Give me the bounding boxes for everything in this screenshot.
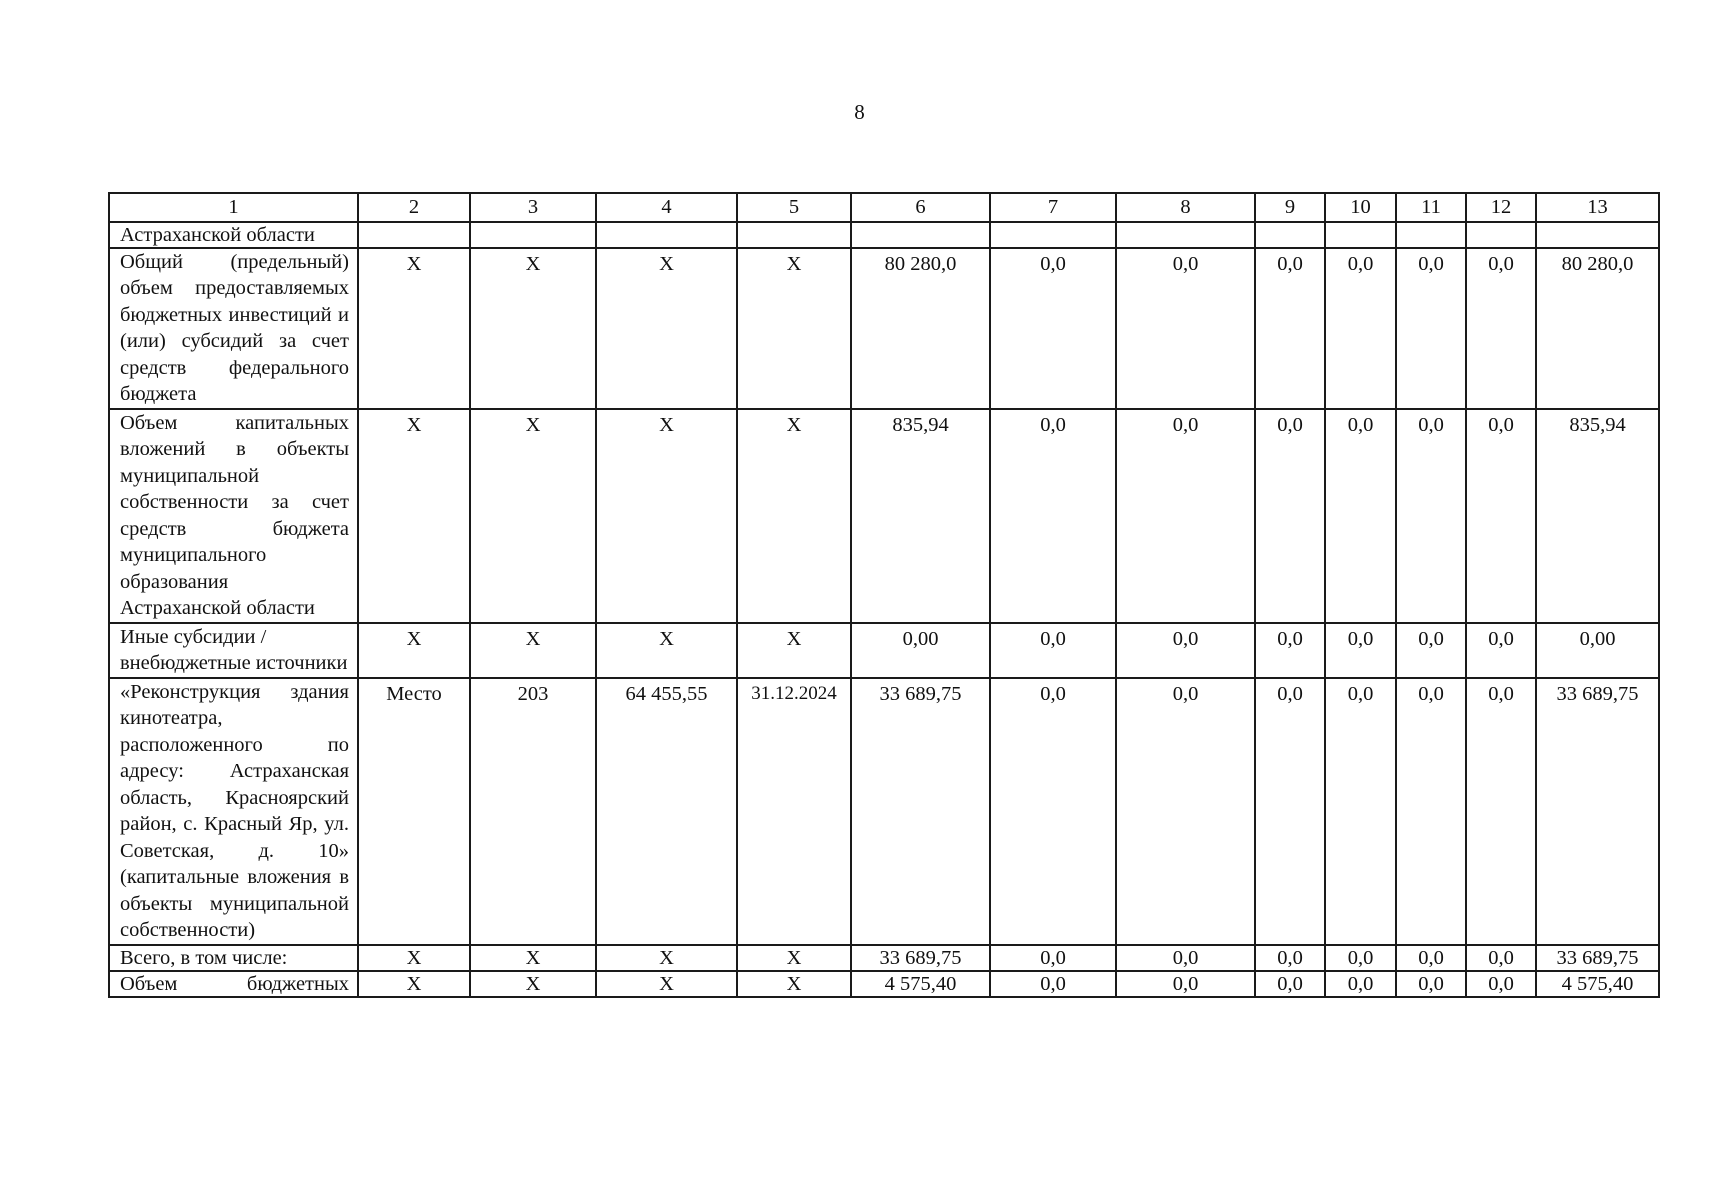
table-cell: X (596, 248, 737, 409)
page-number: 8 (854, 100, 865, 124)
table-cell: 0,0 (1325, 623, 1396, 678)
table-cell: X (470, 971, 596, 997)
table-cell: 0,0 (1396, 945, 1466, 971)
table-cell: 0,0 (1116, 248, 1255, 409)
table-cell (1255, 222, 1325, 248)
table-cell: X (596, 409, 737, 623)
table-cell (737, 222, 851, 248)
table-cell (1116, 222, 1255, 248)
table-cell (1396, 222, 1466, 248)
row-description: «Реконструкция здания кинотеатра, расположенного по адресу: Астраханская область, Красноярский район, с. Красный Яр, ул. Советская, д. 10» (капитальные вложения в объекты муниципальной собственности) (109, 678, 358, 945)
table-row (109, 971, 1659, 997)
table-cell: 80 280,0 (851, 248, 990, 409)
table-cell (851, 222, 990, 248)
table-cell: 0,0 (1396, 971, 1466, 997)
table-cell (1325, 222, 1396, 248)
column-number: 8 (1116, 193, 1255, 222)
table-cell: X (596, 945, 737, 971)
table-cell: 4 575,40 (851, 971, 990, 997)
table-cell: X (596, 623, 737, 678)
table-cell (358, 222, 470, 248)
table-cell: X (358, 409, 470, 623)
table-row (109, 222, 1659, 248)
column-number: 4 (596, 193, 737, 222)
table-cell: 0,0 (1116, 409, 1255, 623)
table-cell: 0,0 (990, 945, 1116, 971)
table-cell: 203 (470, 678, 596, 945)
column-number: 2 (358, 193, 470, 222)
table-cell: 64 455,55 (596, 678, 737, 945)
table-cell: 0,0 (1255, 678, 1325, 945)
table-cell: 0,0 (1396, 409, 1466, 623)
table-cell: 33 689,75 (851, 945, 990, 971)
table-row (109, 945, 1659, 971)
table-cell (596, 222, 737, 248)
table-cell: 0,0 (1325, 971, 1396, 997)
column-number: 12 (1466, 193, 1536, 222)
column-number: 3 (470, 193, 596, 222)
table-cell: 0,00 (851, 623, 990, 678)
table-cell: 0,0 (1466, 248, 1536, 409)
table-cell: 835,94 (851, 409, 990, 623)
table-cell: 0,0 (1396, 248, 1466, 409)
row-description: Всего, в том числе: (109, 945, 358, 971)
table-cell: 4 575,40 (1536, 971, 1659, 997)
table-cell: 0,0 (990, 409, 1116, 623)
table-cell: 0,0 (1325, 248, 1396, 409)
table-cell: X (737, 623, 851, 678)
column-number-row (109, 193, 1659, 222)
table-cell: X (737, 248, 851, 409)
table-cell: 0,0 (1255, 945, 1325, 971)
row-description: Объем бюджетных (109, 971, 358, 997)
table-cell: 0,0 (1466, 678, 1536, 945)
table-cell: 0,0 (990, 248, 1116, 409)
table-cell: 0,0 (1325, 945, 1396, 971)
table-cell: 33 689,75 (1536, 678, 1659, 945)
table-cell: 0,0 (1325, 409, 1396, 623)
table-cell: 0,0 (1255, 409, 1325, 623)
table-cell (1536, 222, 1659, 248)
table-cell: 80 280,0 (1536, 248, 1659, 409)
table-cell: X (358, 945, 470, 971)
table-cell (1466, 222, 1536, 248)
table-cell: 33 689,75 (1536, 945, 1659, 971)
table-cell: X (470, 409, 596, 623)
table-cell: X (737, 971, 851, 997)
table-cell: 0,0 (1466, 623, 1536, 678)
table-cell: 0,0 (1396, 678, 1466, 945)
table-cell: X (737, 409, 851, 623)
table-cell: 0,0 (1116, 945, 1255, 971)
column-number: 6 (851, 193, 990, 222)
table-cell: 0,0 (1325, 678, 1396, 945)
table-row (109, 678, 1659, 945)
column-number: 9 (1255, 193, 1325, 222)
table-cell: X (737, 945, 851, 971)
column-number: 11 (1396, 193, 1466, 222)
table-cell (990, 222, 1116, 248)
table-cell: 0,0 (1466, 409, 1536, 623)
table-cell: 33 689,75 (851, 678, 990, 945)
table-cell: 0,0 (1255, 248, 1325, 409)
row-description: Общий (предельный) объем предоставляемых бюджетных инвестиций и (или) субсидий за счет средств федерального бюджета (109, 248, 358, 409)
row-description: Астраханской области (109, 222, 358, 248)
table-cell: X (358, 623, 470, 678)
table-cell: X (358, 971, 470, 997)
table-cell: 0,0 (990, 678, 1116, 945)
table-cell: 0,0 (1116, 971, 1255, 997)
table-cell: X (470, 945, 596, 971)
table-cell (470, 222, 596, 248)
table-cell: 0,0 (1116, 623, 1255, 678)
table-cell: X (596, 971, 737, 997)
table-cell: 835,94 (1536, 409, 1659, 623)
column-number: 1 (109, 193, 358, 222)
column-number: 10 (1325, 193, 1396, 222)
table-cell: 0,0 (1255, 623, 1325, 678)
row-description: Иные субсидии / внебюджетные источники (109, 623, 358, 678)
row-description: Объем капитальных вложений в объекты муниципальной собственности за счет средств бюджета муниципального образования Астраханской области (109, 409, 358, 623)
table-cell: Место (358, 678, 470, 945)
table-cell: X (470, 248, 596, 409)
investment-table (108, 192, 1660, 998)
table-cell: 0,0 (1255, 971, 1325, 997)
table-cell: 0,0 (1396, 623, 1466, 678)
table-cell: 0,0 (990, 623, 1116, 678)
table-cell: 0,0 (990, 971, 1116, 997)
table-cell: 31.12.2024 (737, 678, 851, 945)
table-row (109, 409, 1659, 623)
table-row (109, 623, 1659, 678)
table-cell: 0,00 (1536, 623, 1659, 678)
table-row (109, 248, 1659, 409)
table-cell: X (358, 248, 470, 409)
column-number: 13 (1536, 193, 1659, 222)
column-number: 7 (990, 193, 1116, 222)
table-cell: 0,0 (1466, 971, 1536, 997)
table-cell: X (470, 623, 596, 678)
column-number: 5 (737, 193, 851, 222)
table-cell: 0,0 (1116, 678, 1255, 945)
table-cell: 0,0 (1466, 945, 1536, 971)
